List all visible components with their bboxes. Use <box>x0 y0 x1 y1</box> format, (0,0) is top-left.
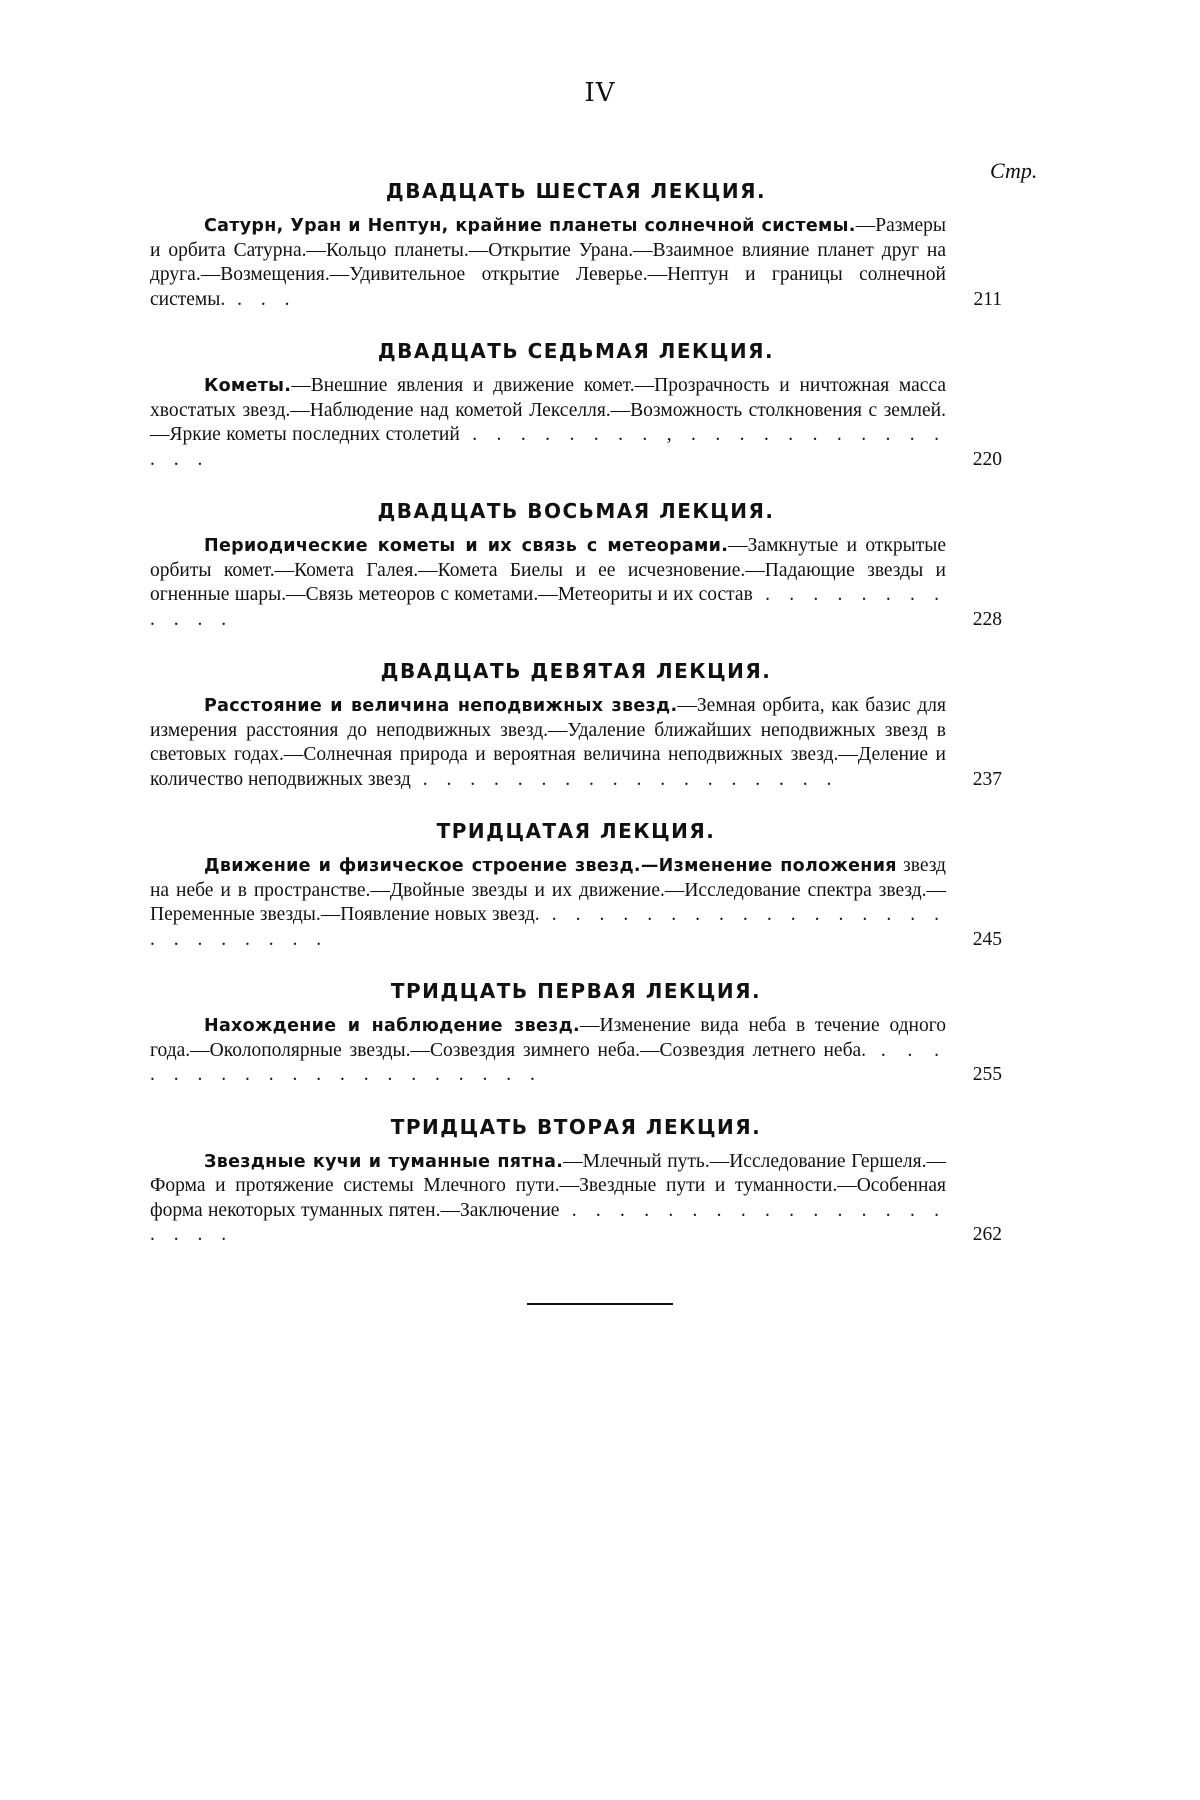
entry-lead: Периодические кометы и их связь с метеорами. <box>204 536 729 556</box>
leader-dots: . . . . . . . . . . . . <box>150 584 947 630</box>
entry-text: —Млечный путь.—Исследование Гершеля.—Форма и протяжение системы Млечного пути.—Звездные пути и туманности.—Особенная форма некоторых туманных пятен.—Заключение <box>150 1150 947 1221</box>
entry-lead: Сатурн, Уран и Нептун, крайние планеты солнечной системы. <box>204 216 856 236</box>
entry-lead: Кометы. <box>204 376 292 396</box>
lecture-31 <box>150 978 1002 1088</box>
page-number: IV <box>584 78 616 108</box>
end-rule <box>527 1303 673 1305</box>
lecture-entry <box>150 1014 1002 1088</box>
entry-text: —Замкнутые и открытые орбиты комет.—Комета Галея.—Комета Биелы и ее исчезновение.—Падающие звезды и огненные шары.—Связь метеоров с кометами.—Метеориты и их состав <box>150 535 946 605</box>
entry-text: звезд на небе и в пространстве.—Двойные звезды и их движение.—Исследование спектра звезд.—Переменные звезды.—Появление новых звезд. <box>150 855 946 925</box>
entry-lead: Звездные кучи и туманные пятна. <box>204 1151 564 1172</box>
lecture-title: ТРИДЦАТЬ ПЕРВАЯ ЛЕКЦИЯ. <box>390 979 762 1003</box>
lecture-title: ДВАДЦАТЬ ШЕСТАЯ ЛЕКЦИЯ. <box>385 179 767 203</box>
lecture-entry <box>150 1150 1002 1248</box>
lecture-entry <box>150 214 1002 312</box>
lecture-26 <box>150 178 1002 312</box>
lecture-title: ТРИДЦАТЬ ВТОРАЯ ЛЕКЦИЯ. <box>390 1114 762 1139</box>
entry-text: —Изменение вида неба в течение одного года.—Околополярные звезды.—Созвездия зимнего неба.—Созвездия летнего неба. <box>150 1015 947 1061</box>
entry-text: —Размеры и орбита Сатурна.—Кольцо планеты.—Открытие Урана.—Взаимное влияние планет друг на друга.—Возмещения.—Удивительное открытие Леверье.—Нептун и границы солнечной системы. <box>150 215 946 310</box>
lecture-entry <box>150 374 1002 472</box>
leader-dots: . . . . . . . . . . . . . . . . . . . . <box>150 1039 946 1085</box>
lecture-entry <box>150 854 1002 952</box>
lecture-title: ДВАДЦАТЬ ДЕВЯТАЯ ЛЕКЦИЯ. <box>380 659 772 683</box>
entry-lead: Расстояние и величина неподвижных звезд. <box>204 696 678 716</box>
leader-dots: . . . . . . . . . . . . . . . . . . <box>410 768 839 790</box>
page-reference: 262 <box>972 1224 1002 1245</box>
page-column-label: Стр. <box>990 158 1038 183</box>
page-reference: 255 <box>972 1064 1002 1085</box>
lecture-entry <box>150 534 1002 632</box>
lecture-27 <box>150 338 1002 472</box>
leader-dots: . . . . . . . . . . . . . . . . . . . . <box>150 1199 947 1245</box>
table-of-contents <box>150 178 1002 1274</box>
leader-dots: . . . . . . . . , . . . . . . . . . . . . . . <box>150 424 946 470</box>
lecture-30 <box>150 818 1002 952</box>
page-reference: 220 <box>972 448 1002 470</box>
lecture-entry <box>150 694 1002 792</box>
lecture-title: ТРИДЦАТАЯ ЛЕКЦИЯ. <box>436 819 716 843</box>
leader-dots: . . . <box>225 288 297 310</box>
lecture-28 <box>150 498 1002 632</box>
page-reference: 228 <box>972 608 1002 630</box>
page-reference: 211 <box>973 288 1002 310</box>
entry-lead: Движение и физическое строение звезд.—Изменение положения <box>204 856 897 876</box>
lecture-title: ДВАДЦАТЬ СЕДЬМАЯ ЛЕКЦИЯ. <box>377 339 775 363</box>
page-reference: 237 <box>972 768 1002 790</box>
lecture-29 <box>150 658 1002 792</box>
lecture-32 <box>150 1114 1002 1248</box>
page-reference: 245 <box>972 928 1002 950</box>
leader-dots: . . . . . . . . . . . . . . . . . . . . . . . . . <box>150 904 947 950</box>
entry-lead: Нахождение и наблюдение звезд. <box>204 1016 580 1036</box>
lecture-title: ДВАДЦАТЬ ВОСЬМАЯ ЛЕКЦИЯ. <box>377 499 775 523</box>
entry-text: —Внешние явления и движение комет.—Прозрачность и ничтожная масса хвостатых звезд.—Наблюдение над кометой Лекселля.—Возможность столкновения с землей.—Яркие кометы последних столетий <box>150 375 946 445</box>
entry-text: —Земная орбита, как базис для измерения расстояния до неподвижных звезд.—Удаление ближайших неподвижных звезд в световых годах.—Солнечная природа и вероятная величина неподвижных звезд.—Деление и количество неподвижных звезд <box>150 695 946 790</box>
